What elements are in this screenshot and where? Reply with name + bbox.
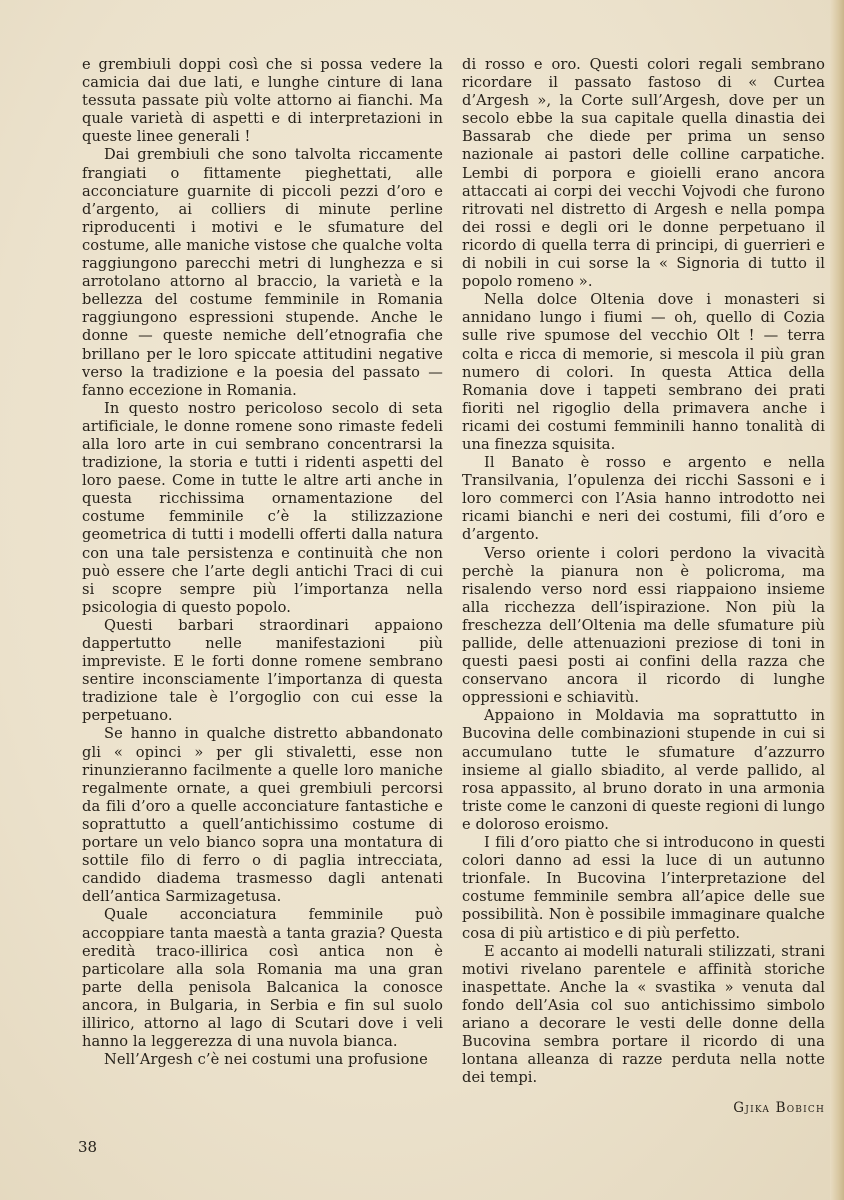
paragraph: Nella dolce Oltenia dove i monasteri si annidano lungo i fiumi — oh, quello di Cozia sulle rive spumose del vecchio Olt ! — terra colta e ricca di memorie, si mescola il più gran numero di colori. In questa Attica della Romania dove i tappeti sembrano dei prati fioriti nel rigoglio della primavera anche i ricami dei costumi femminili hanno tonalità di una finezza squisita. [462, 291, 825, 453]
paragraph: Verso oriente i colori perdono la vivacità perchè la pianura non è policroma, ma risalendo verso nord essi riappaiono insieme alla ricchezza dell’ispirazione. Non più la freschezza dell’Oltenia ma delle sfumature più pallide, delle attenuazioni preziose di toni in questi paesi posti ai confini della razza che conservano ancora il ricordo di lunghe oppressioni e schiavitù. [462, 544, 825, 707]
paragraph: In questo nostro pericoloso secolo di seta artificiale, le donne romene sono rimaste fedeli alla loro arte in cui sembrano concentrarsi la tradizione, la storia e tutti i ridenti aspetti del loro paese. Come in tutte le altre arti anche in questa ricchissima ornamentazione del costume femminile c’è la stilizzazione geometrica di tutti i modelli offerti dalla natura con una tale persistenza e continuità che non può essere che l’arte degli antichi Traci di cui si scopre sempre più l’importanza nella psicologia di questo popolo. [82, 399, 443, 616]
paragraph: Se hanno in qualche distretto abbandonato gli « opinci » per gli stivaletti, esse non rinunzieranno facilmente a quelle loro maniche regalmente ornate, a quei grembiuli percorsi da fili d’oro a quelle acconciature fantastiche e soprattutto a quell’antichissimo costume di portare un velo bianco sopra una montatura di sottile filo di ferro o di paglia intrecciata, candido diadema trasmesso dagli antenati dell’antica Sarmizagetusa. [82, 725, 443, 906]
paragraph: I fili d’oro piatto che si introducono in questi colori danno ad essi la luce di un autunno trionfale. In Bucovina l’interpretazione del costume femminile sembra all’apice delle sue possibilità. Non è possibile immaginare qualche cosa di più artistico e di più perfetto. [462, 834, 825, 942]
paragraph: di rosso e oro. Questi colori regali sembrano ricordare il passato fastoso di « Curtea d’Argesh », la Corte sull’Argesh, dove per un secolo ebbe la sua capitale quella dinastia dei Bassarab che diede per prima un senso nazionale ai pastori delle colline carpatiche. Lembi di porpora e gioielli erano ancora attaccati ai corpi dei vecchi Vojvodi che furono ritrovati nel distretto di Argesh e nella pompa dei rossi e degli ori le donne perpetuano il ricordo di quella terra di principi, di guerrieri e di nobili in cui sorse la « Signoria di tutto il popolo romeno ». [462, 56, 825, 291]
right-column [462, 56, 825, 1117]
author-signature: Gjika Bobich [733, 1100, 825, 1117]
paragraph: Nell’Argesh c’è nei costumi una profusione [104, 1051, 428, 1069]
paragraph: E accanto ai modelli naturali stilizzati, strani motivi rivelano parentele e affinità storiche inaspettate. Anche la « svastika » venuta dal fondo dell’Asia col suo antichissimo simbolo ariano a decorare le vesti delle donne della Bucovina sembra portare il ricordo di una lontana alleanza di razze perduta nella notte dei tempi. [462, 942, 825, 1087]
paragraph: Dai grembiuli che sono talvolta riccamente frangiati o fittamente pieghettati, alle acconciature guarnite di piccoli pezzi d’oro e d’argento, ai colliers di minute perline riproducenti i motivi e le sfumature del costume, alle maniche vistose che qualche volta raggiungono parecchi metri di lunghezza e si arrotolano attorno al braccio, la varietà e la bellezza del costume femminile in Romania raggiungono espressioni stupende. Anche le donne — queste nemiche dell’etnografia che brillano per le loro spiccate attitudini negative verso la tradizione e la poesia del passato — fanno eccezione in Romania. [82, 146, 443, 399]
paragraph: Il Banato è rosso e argento e nella Transilvania, l’opulenza dei ricchi Sassoni e i loro commerci con l’Asia hanno introdotto nei ricami bianchi e neri dei costumi, fili d’oro e d’argento. [462, 454, 825, 544]
page-edge [830, 0, 844, 1200]
paragraph: Appaiono in Moldavia ma soprattutto in Bucovina delle combinazioni stupende in cui si accumulano tutte le sfumature d’azzurro insieme al giallo sbiadito, al verde pallido, al rosa appassito, al bruno dorato in una armonia triste come le canzoni di queste regioni di lungo e doloroso eroismo. [462, 707, 825, 833]
paragraph: e grembiuli doppi così che si possa vedere la camicia dai due lati, e lunghe cinture di lana tessuta passate più volte attorno ai fianchi. Ma quale varietà di aspetti e di interpretazioni in queste linee generali ! [82, 56, 443, 146]
paragraph: Quale acconciatura femminile può accoppiare tanta maestà a tanta grazia? Questa eredità traco-illirica così antica non è particolare alla sola Romania ma una gran parte della penisola Balcanica la conosce ancora, in Bulgaria, in Serbia e fin sul suolo illirico, attorno al lago di Scutari dove i veli hanno la leggerezza di una nuvola bianca. [82, 906, 443, 1051]
left-column [82, 56, 443, 1069]
page-number: 38 [78, 1138, 98, 1156]
paragraph: Questi barbari straordinari appaiono dappertutto nelle manifestazioni più impreviste. E le forti donne romene sembrano sentire inconsciamente l’importanza di questa tradizione tale è l’orgoglio con cui esse la perpetuano. [82, 616, 443, 725]
